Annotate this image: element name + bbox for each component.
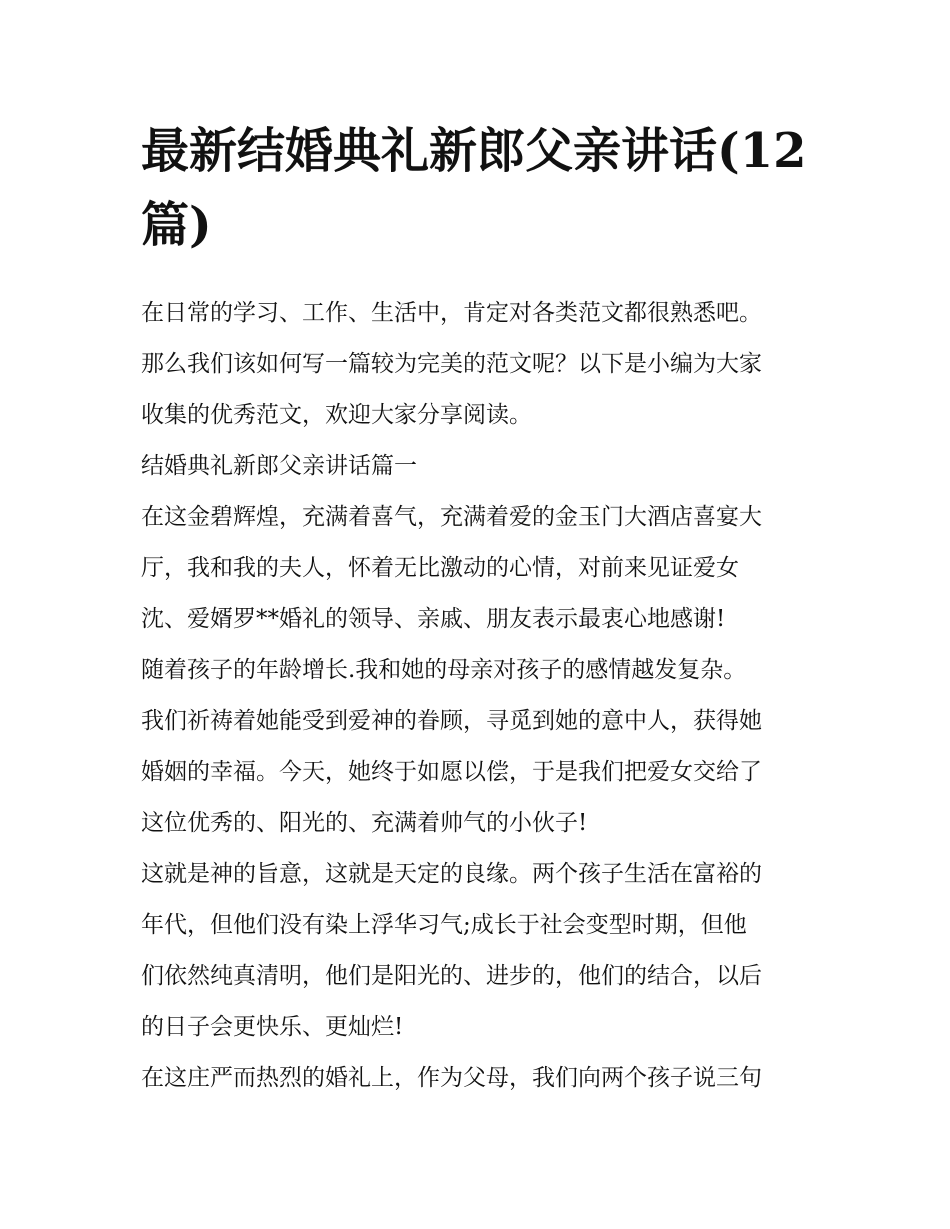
text-line: 随着孩子的年龄增长.我和她的母亲对孩子的感情越发复杂。 xyxy=(141,657,747,683)
text-line: 我们祈祷着她能受到爱神的眷顾，寻觅到她的意中人，获得她 xyxy=(141,708,762,734)
text-line: 在日常的学习、工作、生活中，肯定对各类范文都很熟悉吧。 xyxy=(141,300,762,326)
document-body xyxy=(141,288,821,1104)
section-heading: 结婚典礼新郎父亲讲话篇一 xyxy=(141,453,417,479)
text-line: 这就是神的旨意，这就是天定的良缘。两个孩子生活在富裕的 xyxy=(141,861,762,887)
text-line: 沈、爱婿罗**婚礼的领导、亲戚、朋友表示最衷心地感谢! xyxy=(141,606,726,632)
document-title: 最新结婚典礼新郎父亲讲话(12篇) xyxy=(141,123,807,253)
text-line: 在这金碧辉煌，充满着喜气，充满着爱的金玉门大酒店喜宴大 xyxy=(141,504,762,530)
text-line: 在这庄严而热烈的婚礼上，作为父母，我们向两个孩子说三句 xyxy=(141,1065,762,1091)
document-content xyxy=(141,114,821,1104)
text-line: 年代，但他们没有染上浮华习气;成长于社会变型时期，但他 xyxy=(141,912,747,938)
text-line: 的日子会更快乐、更灿烂! xyxy=(141,1014,404,1040)
text-line: 那么我们该如何写一篇较为完美的范文呢？以下是小编为大家 xyxy=(141,351,762,377)
text-line: 婚姻的幸福。今天，她终于如愿以偿，于是我们把爱女交给了 xyxy=(141,759,762,785)
text-line: 这位优秀的、阳光的、充满着帅气的小伙子! xyxy=(141,810,588,836)
text-line: 收集的优秀范文，欢迎大家分享阅读。 xyxy=(141,402,532,428)
text-line: 厅，我和我的夫人，怀着无比激动的心情，对前来见证爱女 xyxy=(141,555,739,581)
text-line: 们依然纯真清明，他们是阳光的、进步的，他们的结合，以后 xyxy=(141,963,762,989)
